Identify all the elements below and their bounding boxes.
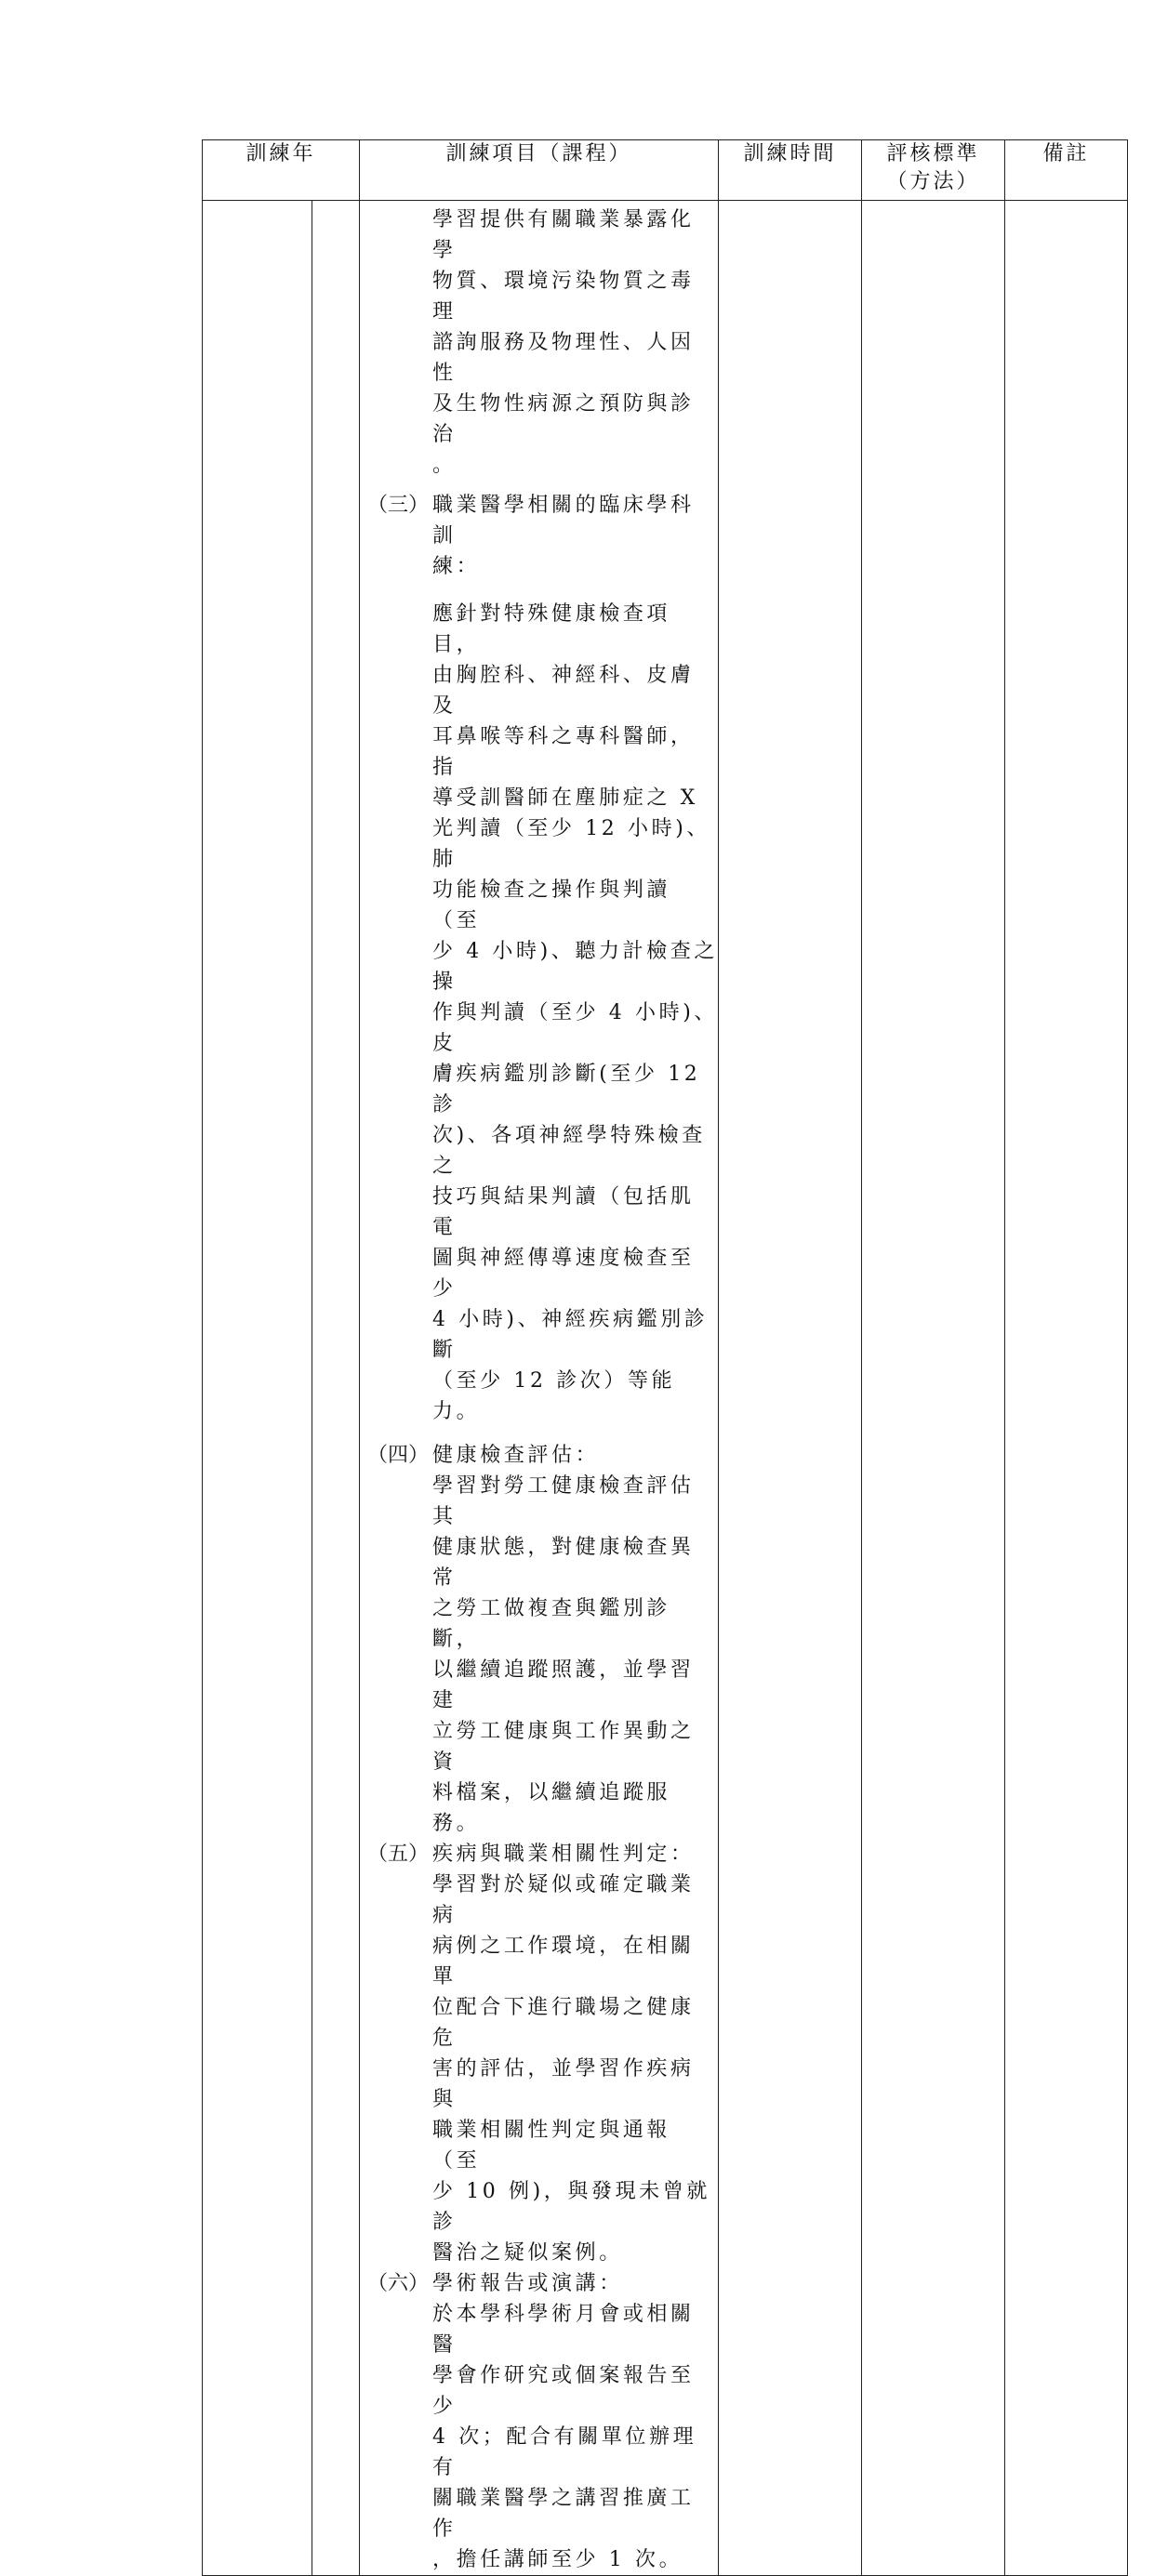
text-line: 圖與神經傳導速度檢查至少 [432,1247,695,1301]
text-line: 諮詢服務及物理性、人因性 [432,331,695,385]
text-line: 次)、各項神經學特殊檢查之 [432,1124,706,1178]
section-5-body [367,1869,718,2268]
text-line: 以繼續追蹤照護，並學習建 [432,1658,695,1712]
text-line: 位配合下進行職場之健康危 [432,1996,695,2050]
text-line: 4 小時)、神經疾病鑑別診斷 [432,1308,709,1362]
text-line: 立勞工健康與工作異動之資 [432,1720,695,1774]
section-4-heading [367,1440,718,1471]
text-line: 醫治之疑似案例。 [432,2241,623,2265]
section-title: 疾病與職業相關性判定： [432,1843,695,1866]
text-line: 4 次；配合有關單位辦理有 [432,2425,697,2479]
text-line: 膚疾病鑑別診斷(至少 12 診 [432,1063,701,1116]
training-table [202,139,1128,2576]
section-3-heading [367,490,718,582]
items-cell [360,201,719,2576]
text-line: 學習對於疑似或確定職業病 [432,1873,695,1927]
text-line: 害的評估，並學習作疾病與 [432,2057,695,2111]
section-title: 健康檢查評估： [432,1444,600,1467]
year-cell [203,201,312,2576]
section-title-line: 職業醫學相關的臨床學科訓 [432,494,695,548]
text-line: 功能檢查之操作與判讀（至 [432,878,671,932]
header-remarks: 備註 [1005,140,1128,201]
section-number: （四） [367,1444,430,1467]
text-line: 。 [432,454,457,477]
text-line: 學習對勞工健康檢查評估其 [432,1474,695,1528]
text-line: 光判讀（至少 12 小時)、肺 [432,817,710,871]
section-number: （五） [367,1843,430,1866]
section-title-line: 練： [432,555,481,578]
text-line: 少 4 小時)、聽力計檢查之操 [432,940,718,994]
section-3-body [367,599,718,1427]
text-line: 由胸腔科、神經科、皮膚及 [432,664,695,718]
year-sub-cell [312,201,360,2576]
time-cell [719,201,862,2576]
text-line: 物質、環境污染物質之毒理 [432,270,695,324]
text-line: 於本學科學術月會或相關醫 [432,2303,695,2357]
header-assessment [862,140,1005,201]
header-assessment-line1: 評核標準 [886,142,980,165]
text-line: 學習提供有關職業暴露化學 [432,208,695,262]
text-line: ，擔任講師至少 1 次。 [432,2548,683,2571]
text-line: （至少 12 診次）等能力。 [432,1369,676,1423]
intro-paragraph [367,205,718,481]
section-5-heading [367,1839,718,1869]
text-line: 作與判讀（至少 4 小時)、皮 [432,1001,718,1055]
header-row [203,140,1128,201]
text-line: 及生物性病源之預防與診治 [432,392,695,446]
text-line: 導受訓醫師在塵肺症之 X [432,786,698,810]
header-training-items: 訓練項目（課程） [360,140,719,201]
text-line: 少 10 例)，與發現未曾就診 [432,2180,710,2234]
section-6-body [367,2299,718,2575]
assessment-cell [862,201,1005,2576]
text-line: 應針對特殊健康檢查項目， [432,602,671,656]
section-number: （六） [367,2272,430,2295]
header-training-year: 訓練年 [203,140,360,201]
items-content [360,201,718,2575]
text-line: 職業相關性判定與通報（至 [432,2119,671,2173]
text-line: 耳鼻喉等科之專科醫師，指 [432,725,695,779]
section-number: （三） [367,494,430,517]
text-line: 學會作研究或個案報告至少 [432,2364,695,2418]
header-training-time: 訓練時間 [719,140,862,201]
section-6-heading [367,2268,718,2299]
header-assessment-line2: （方法） [886,170,980,193]
text-line: 技巧與結果判讀（包括肌電 [432,1185,695,1239]
body-row [203,201,1128,2576]
section-4-body [367,1471,718,1839]
text-line: 料檔案，以繼續追蹤服務。 [432,1781,671,1835]
text-line: 之勞工做複查與鑑別診斷， [432,1597,671,1651]
text-line: 關職業醫學之講習推廣工作 [432,2487,695,2541]
section-title: 學術報告或演講： [432,2272,623,2295]
text-line: 病例之工作環境，在相關單 [432,1935,695,1988]
remarks-cell [1005,201,1128,2576]
text-line: 健康狀態，對健康檢查異常 [432,1536,695,1590]
